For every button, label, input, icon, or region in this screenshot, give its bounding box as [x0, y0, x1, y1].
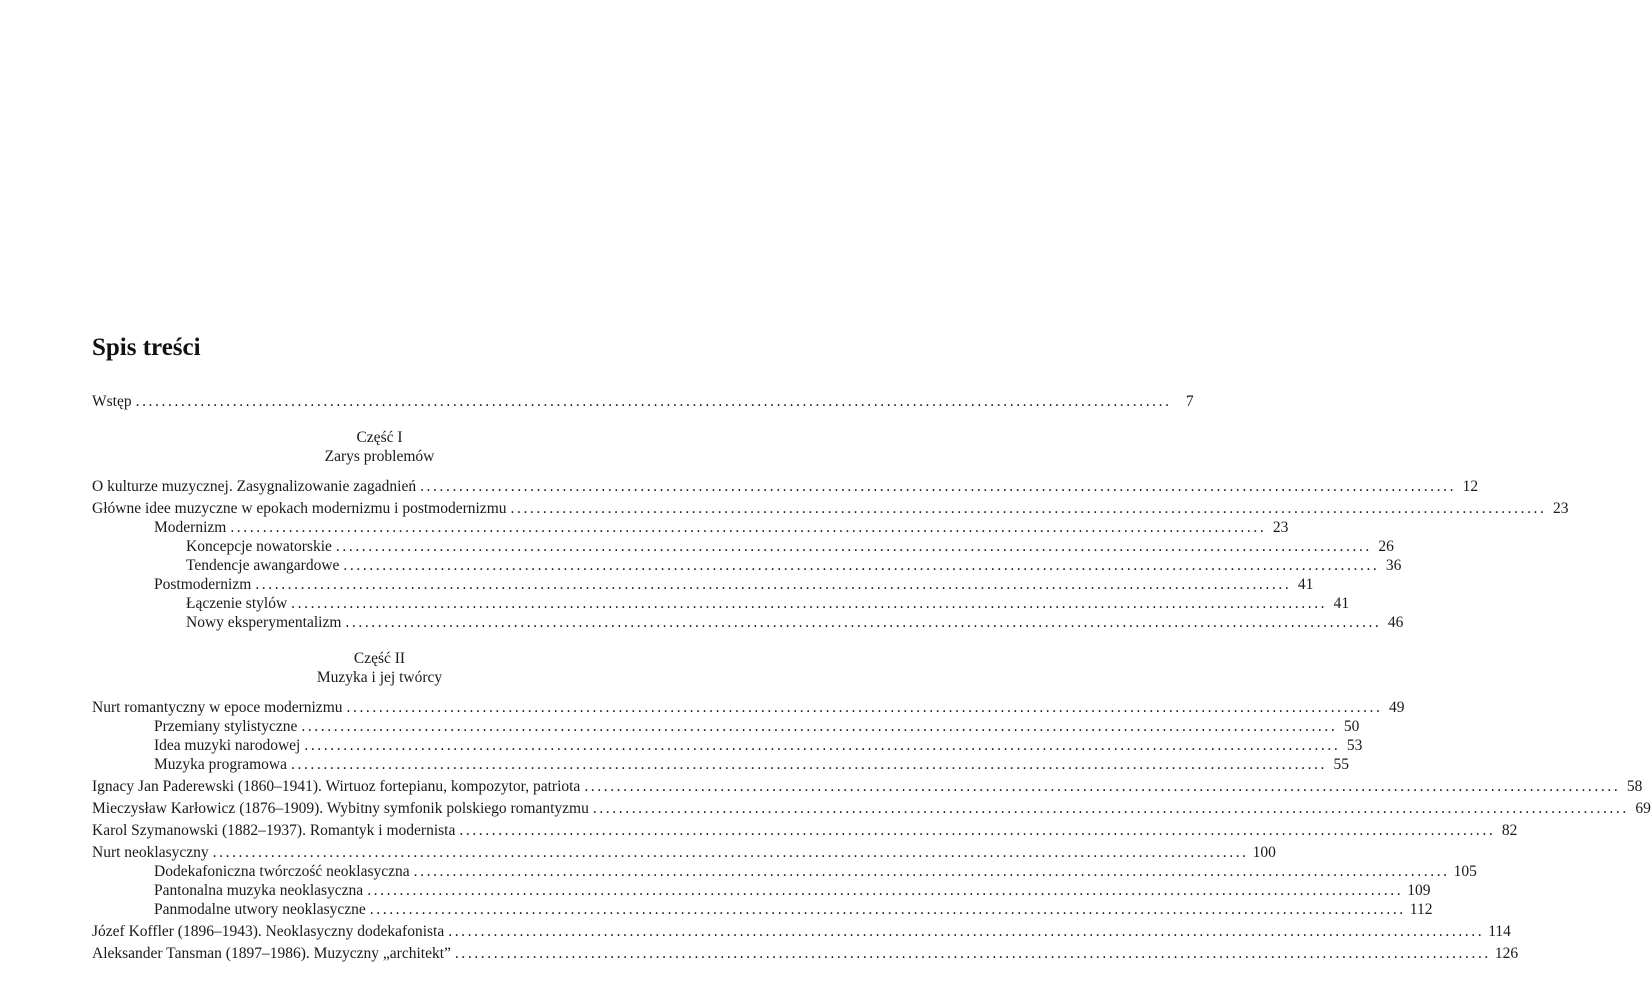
toc-entry-title: Nurt romantyczny w epoce modernizmu	[92, 699, 343, 716]
toc-entry-page: 41	[1333, 595, 1350, 612]
dot-leader: ................................................................................................................................................................	[304, 737, 1341, 754]
toc-subentry	[92, 755, 1349, 774]
toc-subentry	[92, 900, 1433, 919]
toc-entry-title: Postmodernizm	[154, 576, 252, 593]
toc-subsubentry	[92, 537, 1394, 556]
toc-entry-page: 7	[1185, 393, 1194, 410]
toc-entry-page: 46	[1387, 614, 1404, 631]
toc-entry-page: 82	[1501, 822, 1518, 839]
toc-subsubentry	[92, 613, 1404, 632]
toc-subsubentry	[92, 594, 1350, 613]
toc-entry-title: Główne idee muzyczne w epokach modernizmu i postmodernizmu	[92, 500, 507, 517]
part-heading-2	[92, 649, 667, 687]
dot-leader: ................................................................................................................................................................	[584, 778, 1621, 795]
page-title: Spis treści	[92, 334, 201, 361]
part-name: Muzyka i jej twórcy	[316, 669, 443, 686]
toc-entry-page: 12	[1462, 478, 1479, 495]
dot-leader: ................................................................................................................................................................	[367, 882, 1404, 899]
toc-entry	[92, 698, 1405, 717]
toc-entry-page: 41	[1297, 576, 1314, 593]
toc-entry-page: 126	[1494, 945, 1519, 962]
toc-entry-page: 53	[1346, 737, 1363, 754]
toc-entry	[92, 799, 1651, 818]
toc-entry-title: Nowy eksperymentalizm	[186, 614, 342, 631]
dot-leader: ................................................................................................................................................................	[291, 595, 1328, 612]
toc-entry-title: Aleksander Tansman (1897–1986). Muzyczny „architekt”	[92, 945, 451, 962]
dot-leader: ................................................................................................................................................................	[413, 863, 1450, 880]
toc-subentry	[92, 575, 1314, 594]
dot-leader: ................................................................................................................................................................	[291, 756, 1327, 773]
toc-entry-title: Przemiany stylistyczne	[154, 718, 298, 735]
dot-leader: ................................................................................................................................................................	[459, 822, 1496, 839]
toc-entry-title: Józef Koffler (1896–1943). Neoklasyczny dodekafonista	[92, 923, 445, 940]
dot-leader: ................................................................................................................................................................	[592, 800, 1629, 817]
part-label: Część II	[353, 650, 406, 667]
toc-subentry	[92, 518, 1289, 537]
toc-entry-title: Nurt neoklasyczny	[92, 844, 209, 861]
toc-entry-page: 69	[1635, 800, 1651, 817]
toc-entry-title: Koncepcje nowatorskie	[186, 538, 332, 555]
toc-entry	[92, 821, 1518, 840]
dot-leader: ................................................................................................................................................................	[212, 844, 1249, 861]
part-label: Część I	[356, 429, 403, 446]
toc-entry-title: Łączenie stylów	[186, 595, 288, 612]
toc-entry-title: Karol Szymanowski (1882–1937). Romantyk i modernista	[92, 822, 456, 839]
dot-leader: ................................................................................................................................................................	[346, 699, 1383, 716]
part-heading-1	[92, 428, 667, 466]
dot-leader: ................................................................................................................................................................	[510, 500, 1547, 517]
toc-entry-page: 105	[1453, 863, 1477, 880]
toc-entry-page: 100	[1252, 844, 1276, 861]
dot-leader: ................................................................................................................................................................	[454, 945, 1491, 962]
dot-leader: ................................................................................................................................................................	[335, 538, 1372, 555]
dot-leader: ................................................................................................................................................................	[345, 614, 1382, 631]
toc-entry-title: Mieczysław Karłowicz (1876–1909). Wybitny symfonik polskiego romantyzmu	[92, 800, 589, 817]
toc-entry	[92, 777, 1643, 796]
toc-entry	[92, 922, 1511, 941]
toc-entry-page: 49	[1389, 699, 1405, 716]
dot-leader: ................................................................................................................................................................	[255, 576, 1292, 593]
toc-subentry	[92, 717, 1360, 736]
toc-entry-page: 58	[1626, 778, 1643, 795]
toc-entry-page: 26	[1378, 538, 1394, 555]
toc-subentry	[92, 881, 1431, 900]
toc-entry-page: 114	[1488, 923, 1511, 940]
toc-entry-page: 36	[1385, 557, 1402, 574]
dot-leader: ................................................................................................................................................................	[369, 901, 1406, 918]
toc-entry-page: 55	[1333, 756, 1349, 773]
toc-entry-page: 23	[1553, 500, 1569, 517]
toc-entry	[92, 499, 1569, 518]
toc-entry-page: 50	[1343, 718, 1360, 735]
toc-subentry	[92, 736, 1363, 755]
toc-entry-title: Panmodalne utwory neoklasyczne	[154, 901, 366, 918]
table-of-contents	[92, 392, 1651, 963]
toc-entry-intro	[92, 392, 1194, 411]
toc-entry-title: Ignacy Jan Paderewski (1860–1941). Wirtuoz fortepianu, kompozytor, patriota	[92, 778, 581, 795]
dot-leader: ................................................................................................................................................................	[448, 923, 1485, 940]
dot-leader: ................................................................................................................................................................	[135, 393, 1172, 410]
toc-subsubentry	[92, 556, 1402, 575]
toc-entry	[92, 477, 1479, 496]
dot-leader: ................................................................................................................................................................	[420, 478, 1457, 495]
toc-entry	[92, 843, 1276, 862]
dot-leader: ................................................................................................................................................................	[343, 557, 1380, 574]
toc-entry-title: Muzyka programowa	[154, 756, 287, 773]
toc-entry-title: Pantonalna muzyka neoklasyczna	[154, 882, 364, 899]
toc-entry-title: Idea muzyki narodowej	[154, 737, 301, 754]
dot-leader: ................................................................................................................................................................	[230, 519, 1267, 536]
toc-entry-title: Dodekafoniczna twórczość neoklasyczna	[154, 863, 410, 880]
toc-entry-title: Modernizm	[154, 519, 227, 536]
toc-entry-title: Wstęp	[92, 393, 132, 410]
toc-entry-page: 109	[1407, 882, 1431, 899]
dot-leader: ................................................................................................................................................................	[301, 718, 1338, 735]
toc-entry-page: 112	[1409, 901, 1433, 918]
part-name: Zarys problemów	[324, 448, 435, 465]
toc-entry-title: Tendencje awangardowe	[186, 557, 340, 574]
toc-entry-title: O kulturze muzycznej. Zasygnalizowanie zagadnień	[92, 478, 417, 495]
toc-entry	[92, 944, 1519, 963]
toc-subentry	[92, 862, 1477, 881]
toc-entry-page: 23	[1272, 519, 1289, 536]
